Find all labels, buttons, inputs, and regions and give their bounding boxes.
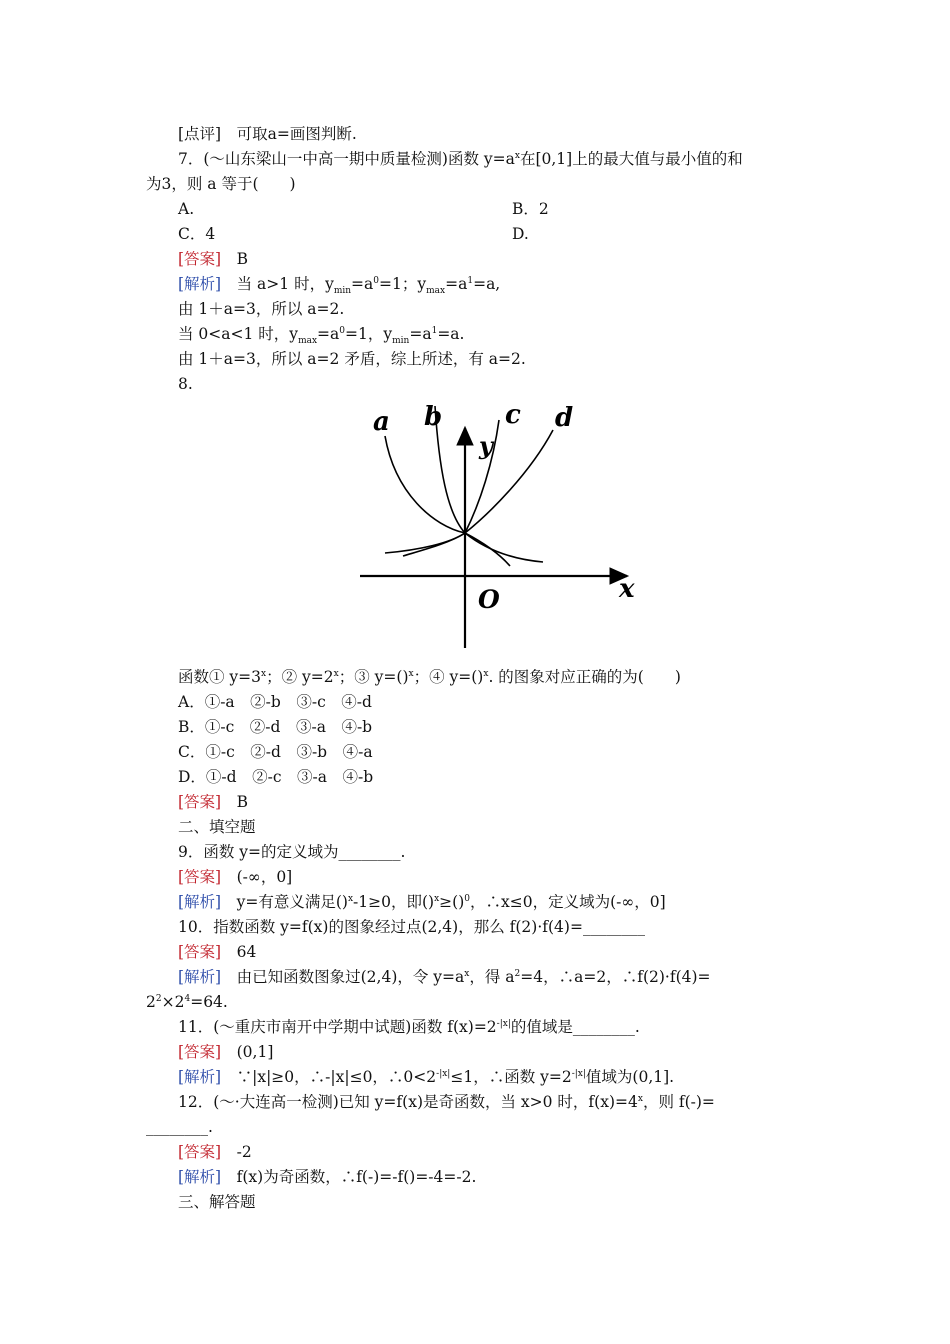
solution-tag: [解析] <box>178 968 222 986</box>
question-11: 11．(～重庆市南开中学期中试题)函数 $f(x)=2^{-|x|}$的值域是________. <box>178 1018 640 1036</box>
answer-tag: [答案] <box>178 1143 222 1161</box>
solution-7-line4: 由 1＋a=3，所以 a=2 矛盾，综上所述，有 a=2. <box>178 350 526 368</box>
question-12-blank: ________. <box>146 1118 213 1136</box>
solution-tag: [解析] <box>178 275 222 293</box>
solution-tag: [解析] <box>178 1068 222 1086</box>
solution-tag: [解析] <box>178 1168 222 1186</box>
solution-tag: [解析] <box>178 893 222 911</box>
label-d: d <box>555 403 574 433</box>
solution-7: [解析] 当 a>1 时，$y_{min}=a^0=1$；$y_{max}=a^1=a$, <box>178 275 501 297</box>
q8-option-d: D．①-d ②-c ③-a ④-b <box>178 768 374 786</box>
comment-line: [点评] 可取a=画图判断. <box>178 125 357 143</box>
section-fill-in: 二、填空题 <box>178 818 256 836</box>
answer-11: [答案] (0,1] <box>178 1043 274 1061</box>
answer-9: [答案] (-∞，0] <box>178 868 293 886</box>
q8-option-a: A．①-a ②-b ③-c ④-d <box>178 693 372 711</box>
answer-tag: [答案] <box>178 868 222 886</box>
option-b: B．2 <box>512 200 549 218</box>
question-12: 12．(～·大连高一检测)已知 y=f(x)是奇函数，当 x>0 时，$f(x)=4^x$，则 f(-)= <box>178 1093 715 1111</box>
solution-11: [解析] ∵|x|≥0，∴-|x|≤0，$\therefore 0<2^{-|x|}\le 1$，∴函数 $y=2^{-|x|}$值域为(0,1]. <box>178 1068 675 1086</box>
question-8-number: 8. <box>178 375 193 393</box>
answer-tag: [答案] <box>178 250 222 268</box>
label-origin: O <box>478 585 500 614</box>
option-c: C．4 <box>178 225 216 243</box>
label-y: y <box>479 431 493 460</box>
question-9: 9．函数 y=的定义域为________. <box>178 843 406 861</box>
label-x: x <box>619 574 635 604</box>
solution-7-line3: 当 0<a<1 时，$y_{max}=a^0=1$，$y_{min}=a^1=a$. <box>178 325 465 347</box>
answer-tag: [答案] <box>178 1043 222 1061</box>
q8-option-b: B．①-c ②-d ③-a ④-b <box>178 718 373 736</box>
q8-option-c: C．①-c ②-d ③-b ④-a <box>178 743 373 761</box>
answer-7: [答案] B <box>178 250 249 268</box>
question-10: 10．指数函数 y=f(x)的图象经过点(2,4)，那么 f(2)·f(4)=________ <box>178 918 645 936</box>
option-d: D. <box>512 225 529 243</box>
answer-tag: [答案] <box>178 943 222 961</box>
section-answer-questions: 三、解答题 <box>178 1193 256 1211</box>
exponential-graph-figure <box>355 398 640 653</box>
label-b: b <box>424 402 443 432</box>
answer-tag: [答案] <box>178 793 222 811</box>
solution-10: [解析] 由已知函数图象过(2,4)，令 $y=a^x$，得 $a^2=4$，∴a=2，∴f(2)·f(4)= <box>178 968 711 986</box>
answer-10: [答案] 64 <box>178 943 257 961</box>
question-7-line1: 7．(～山东梁山一中高一期中质量检测)函数 $y=a^x$在[0,1]上的最大值与最小值的和 <box>178 150 743 168</box>
solution-10-line2: $2^2\times 2^4=64$. <box>146 993 228 1011</box>
answer-12: [答案] -2 <box>178 1143 252 1161</box>
label-a: a <box>373 407 390 437</box>
label-c: c <box>505 400 521 430</box>
question-8-text: 函数① $y=3^x$；② $y=2^x$；③ y=()$^x$；④ y=()$^x$. 的图象对应正确的为( ) <box>178 668 681 686</box>
solution-7-line2: 由 1＋a=3，所以 a=2. <box>178 300 345 318</box>
answer-8: [答案] B <box>178 793 249 811</box>
solution-12: [解析] f(x)为奇函数，∴f(-)=-f()=-4=-2. <box>178 1168 477 1186</box>
solution-9: [解析] y=有意义满足()$^x$-1≥0，即()$^x$≥()$^0$，∴x≤0，定义域为(-∞，0] <box>178 893 666 911</box>
curve-b <box>435 406 543 562</box>
question-7-line2: 为3，则 a 等于( ) <box>146 175 296 193</box>
option-a: A. <box>178 200 195 218</box>
